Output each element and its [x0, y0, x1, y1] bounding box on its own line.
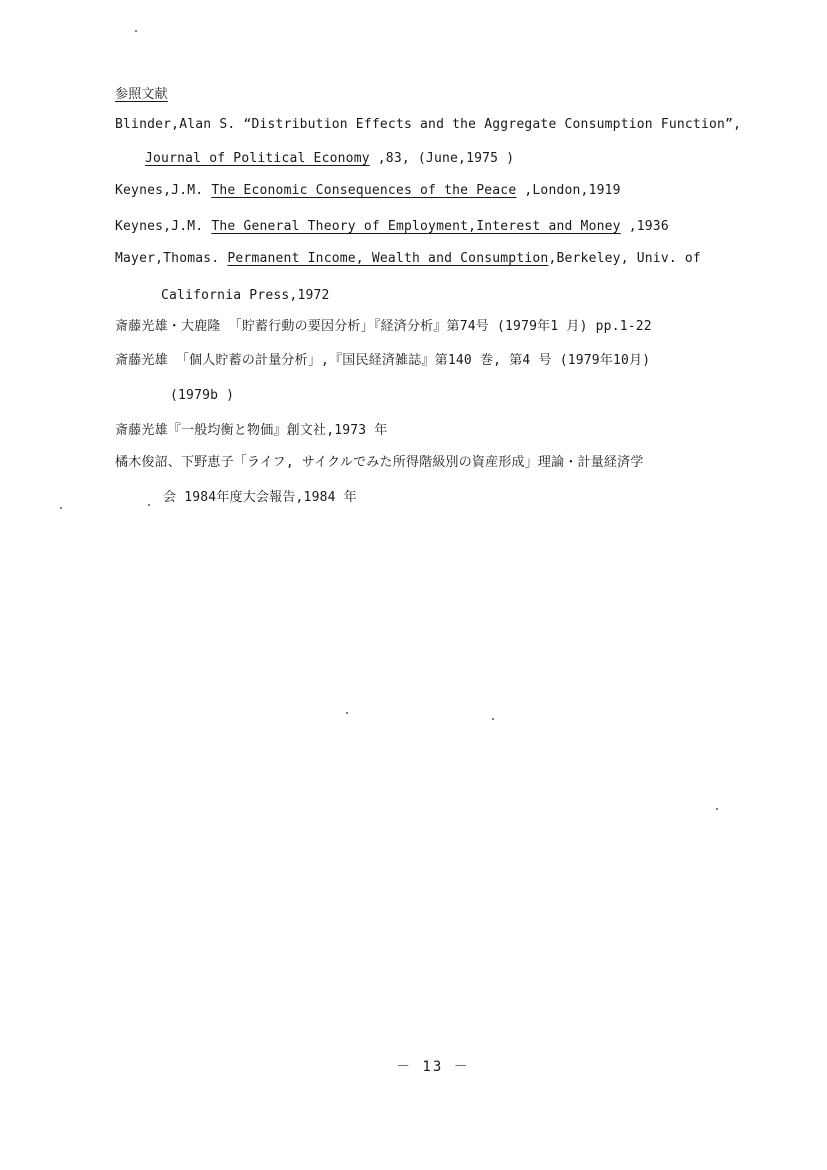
reference-detail: 会 1984年度大会報告,1984 年 [163, 490, 357, 505]
reference-title: The Economic Consequences of the Peace [211, 183, 517, 198]
references-heading: 参照文献 [115, 87, 168, 102]
scan-speck [148, 504, 150, 506]
reference-line-5 [115, 250, 701, 268]
reference-line-4 [115, 218, 669, 236]
reference-detail: ,83, (June,1975 ) [369, 151, 515, 166]
reference-detail: California Press,1972 [161, 288, 330, 303]
reference-detail: ,1936 [620, 219, 669, 234]
reference-line-12 [163, 489, 357, 507]
reference-line-2 [145, 150, 514, 168]
reference-detail: (1979b ) [170, 388, 235, 403]
scan-speck [716, 808, 718, 810]
reference-title: Permanent Income, Wealth and Consumption [227, 251, 549, 266]
reference-line-10 [115, 422, 388, 440]
reference-line-6 [161, 287, 330, 305]
scan-speck [346, 712, 348, 714]
reference-detail: ,Berkeley, Univ. of [548, 251, 701, 266]
reference-author: Keynes,J.M. [115, 219, 212, 234]
reference-author: Blinder,Alan S. [115, 117, 244, 132]
reference-line-8 [115, 352, 650, 370]
reference-journal: Journal of Political Economy [145, 151, 370, 166]
reference-title: The General Theory of Employment,Interest and Money [211, 219, 621, 234]
page-number: － 13 － [396, 1059, 470, 1075]
scan-speck [60, 507, 62, 509]
reference-entry: 斎藤光雄・大鹿隆 「貯蓄行動の要因分析」『経済分析』第74号 (1979年1 月) pp.1-22 [115, 319, 652, 334]
reference-title: “Distribution Effects and the Aggregate Consumption Function”, [243, 117, 742, 132]
reference-author: Keynes,J.M. [115, 183, 212, 198]
reference-entry: 斎藤光雄『一般均衡と物価』創文社,1973 年 [115, 423, 388, 438]
reference-entry: 橘木俊詔、下野恵子「ライフ, サイクルでみた所得階級別の資産形成」理論・計量経済学 [115, 455, 644, 470]
reference-line-3 [115, 182, 621, 200]
reference-line-11 [115, 454, 644, 472]
scan-speck [135, 30, 137, 32]
reference-line-7 [115, 318, 652, 336]
reference-detail: ,London,1919 [516, 183, 621, 198]
reference-line-9 [170, 387, 234, 405]
reference-line-1 [115, 116, 741, 134]
scan-speck [492, 718, 494, 720]
reference-entry: 斎藤光雄 「個人貯蓄の計量分析」,『国民経済雑誌』第140 巻, 第4 号 (1979年10月) [115, 353, 651, 368]
reference-author: Mayer,Thomas. [115, 251, 228, 266]
